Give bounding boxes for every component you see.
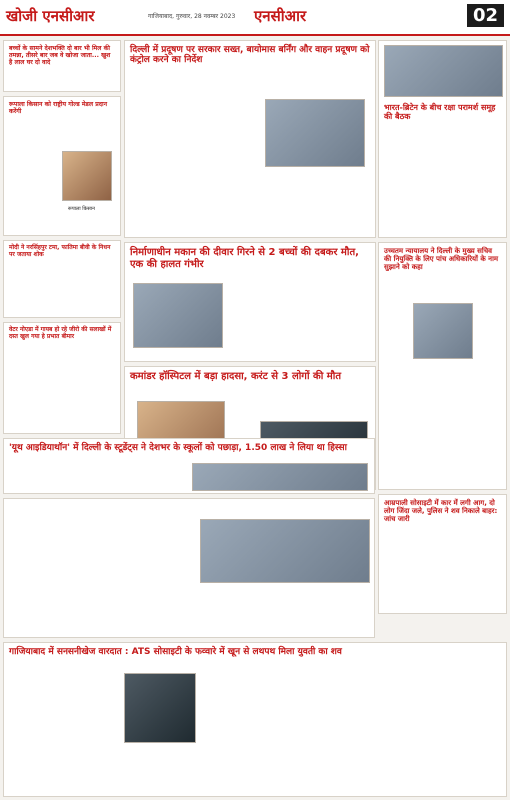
main-story — [124, 242, 376, 362]
ghaziabad-story-title: गाजियाबाद में सनसनीखेज वारदात : ATS सोसाइटी के फव्वारे में खून से लथपथ मिला युवती का शव — [9, 647, 342, 657]
youth-story-photo — [192, 463, 368, 491]
top-story — [124, 40, 376, 238]
hospital-story-title: कमांडर हॉस्पिटल में बड़ा हादसा, करंट से 3 लोगों की मौत — [130, 371, 342, 382]
aamrapali-story-title: आम्रपाली सोसाइटी में कार में लगी आग, दो लोग जिंदा जले, पुलिस ने शव निकाले बाहर: जांच जारी — [384, 499, 498, 524]
left-low-story — [3, 240, 121, 318]
ghaziabad-photo — [124, 673, 196, 743]
court-story — [378, 242, 507, 490]
left-bottom-title: वेटर नोएडा में गायब हो रहे जीरो की सलाखों में दस्त खुल गया हे प्रभात बीमार — [9, 326, 112, 340]
main-story-photo — [133, 283, 223, 348]
left-top-title: बच्चों के सामने देशभक्ति दो बार भी मिल की तमन्ना, तीसरे बार जब वे खोजा जाता... खुश है लाल घर दो वादे — [9, 45, 111, 67]
left-bottom-story — [3, 322, 121, 434]
section-title: एनसीआर — [254, 7, 307, 25]
youth-story-body — [3, 498, 375, 638]
ghaziabad-story — [3, 642, 507, 797]
masthead — [0, 0, 510, 36]
meeting-photo — [384, 45, 503, 97]
court-story-title: उच्चतम न्यायालय ने दिल्ली के मुख्य सचिव की नियुक्ति के लिए पांच अधिकारियों के नाम सुझाने को कहा — [384, 247, 499, 272]
left-top-story — [3, 40, 121, 92]
person-photo-caption: रूपाला किसान — [68, 206, 95, 212]
right-top-title: भारत-ब्रिटेन के बीच रक्षा परामर्श समूह की बैठक — [384, 103, 496, 122]
left-mid-story — [3, 96, 121, 236]
right-top-story — [378, 40, 507, 238]
youth-story-title: 'यूथ आइडियाथॉन' में दिल्ली के स्टूडेंट्स ने देशभर के स्कूलों को पछाड़ा, 1.50 लाख ने लिया था हिस्सा — [9, 443, 347, 453]
page-number: 02 — [467, 4, 504, 27]
left-low-title: मोदी ने नरसिंहपुर टमा, फातिमा बीवी के निधन पर जताया शोक — [9, 244, 111, 258]
person-photo — [62, 151, 112, 201]
left-mid-title: रूपाला किसान को राष्ट्रीय गोल्ड मेडल प्रदान करेंगी — [9, 101, 108, 116]
top-story-title: दिल्ली में प्रदूषण पर सरकार सख्त, बायोमास बर्निंग और वाहन प्रदूषण को कंट्रोल करने का निर्देश — [130, 45, 370, 66]
brand-title: खोजी एनसीआर — [6, 7, 95, 25]
youth-story — [3, 438, 375, 494]
aamrapali-story — [378, 494, 507, 614]
top-story-photo — [265, 99, 365, 167]
main-story-title: निर्माणाधीन मकान की दीवार गिरने से 2 बच्चों की दबकर मौत, एक की हालत गंभीर — [130, 247, 359, 270]
court-building-photo — [413, 303, 473, 359]
date-line: गाजियाबाद, गुरुवार, 28 नवम्बर 2023 — [148, 13, 236, 20]
students-photo — [200, 519, 370, 583]
